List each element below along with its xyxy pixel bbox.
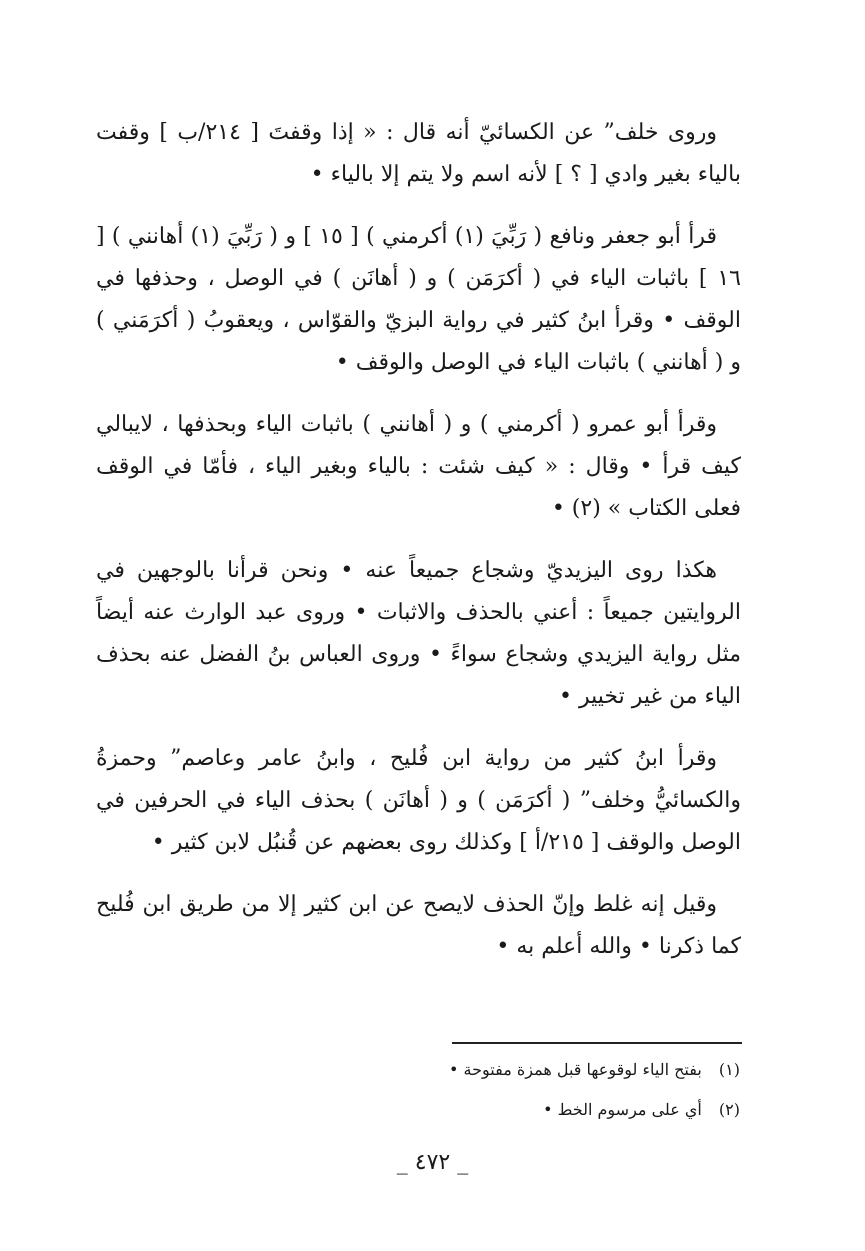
footnote-divider	[452, 1042, 742, 1044]
footnotes	[300, 1050, 740, 1130]
page-number: _ ٤٧٢ _	[396, 1150, 469, 1175]
main-text	[96, 112, 741, 988]
paragraph-1: وروى خلف” عن الكسائيّ أنه قال : « إذا وقفتَ [ ٢١٤/ب ] وقفت بالياء بغير وادي [ ؟ ] لأنه اسم ولا يتم إلا بالياء •	[96, 120, 741, 187]
footnote-number: (٢)	[718, 1100, 740, 1119]
paragraph-6: وقيل إنه غلط وإنّ الحذف لايصح عن ابن كثير إلا من طريق ابن فُليح كما ذكرنا • والله أعلم به •	[96, 892, 741, 959]
paragraph-2: قرأ أبو جعفر ونافع ( رَبِّيَ (١) أكرمني ) [ ١٥ ] و ( رَبِّيَ (١) أهانني ) [ ١٦ ] باثبات الياء في ( أكرَمَن ) و ( أهانَن ) في الوصل ، وحذفها في الوقف • وقرأ ابنُ كثير في رواية البزيّ والقوّاس ، ويعقوبُ ( أكرَمَني ) و ( أهانني ) باثبات الياء في الوصل والوقف •	[96, 224, 741, 375]
paragraph-3: وقرأ أبو عمرو ( أكرمني ) و ( أهانني ) باثبات الياء وبحذفها ، لايبالي كيف قرأ • وقال : « كيف شئت : بالياء وبغير الياء ، فأمّا في الوقف فعلى الكتاب » (٢) •	[96, 412, 741, 521]
footnote-1	[300, 1050, 740, 1090]
paragraph-4: هكذا روى اليزيديّ وشجاع جميعاً عنه • ونحن قرأنا بالوجهين في الروايتين جميعاً : أعني بالحذف والاثبات • وروى عبد الوارث عنه أيضاً مثل رواية اليزيدي وشجاع سواءً • وروى العباس بنُ الفضل عنه بحذف الياء من غير تخيير •	[96, 558, 741, 709]
footnote-text: أي على مرسوم الخط •	[543, 1100, 702, 1119]
paragraph-5: وقرأ ابنُ كثير من رواية ابن فُليح ، وابنُ عامر وعاصم” وحمزةُ والكسائيُّ وخلف” ( أكرَمَن ) و ( أهانَن ) بحذف الياء في الحرفين في الوصل والوقف [ ٢١٥/أ ] وكذلك روى بعضهم عن قُنبُل لابن كثير •	[96, 746, 741, 855]
footnote-text: بفتح الياء لوقوعها قبل همزة مفتوحة •	[449, 1060, 702, 1079]
footnote-2	[300, 1090, 740, 1130]
footnote-number: (١)	[718, 1060, 740, 1079]
